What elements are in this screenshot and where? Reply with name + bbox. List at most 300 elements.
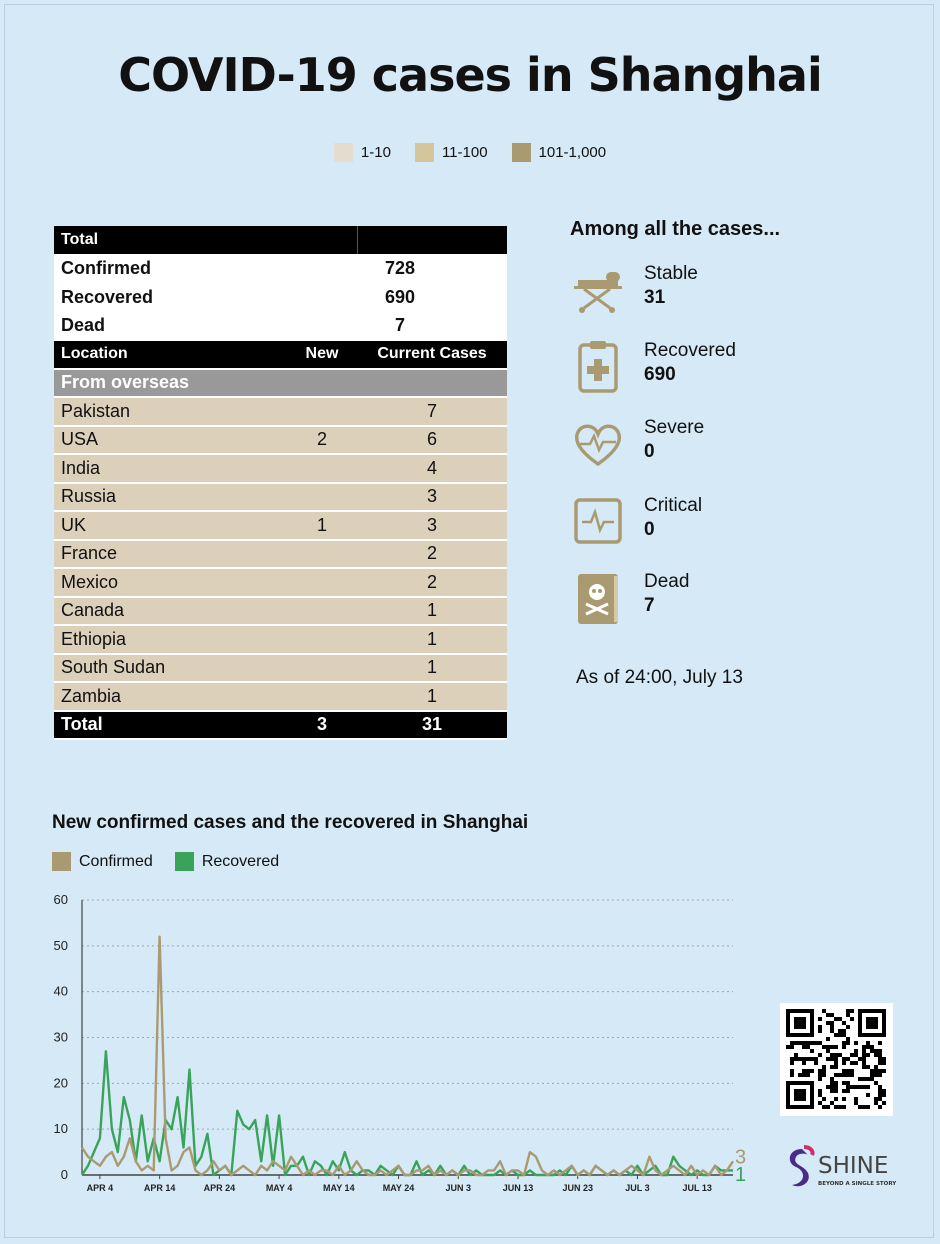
stat-label: Recovered: [644, 340, 736, 361]
location-row: [54, 654, 507, 683]
qr-module: [790, 1073, 794, 1077]
y-tick-label: 50: [53, 937, 68, 953]
shine-logo-tagline: BEYOND A SINGLE STORY: [818, 1181, 897, 1187]
qr-module: [862, 1057, 866, 1061]
location-name: Zambia: [54, 682, 287, 711]
stat-value: 0: [644, 441, 655, 462]
qr-module: [850, 1017, 854, 1021]
dead-label: Dead: [54, 312, 357, 341]
x-tick-label: APR 4: [86, 1183, 114, 1193]
qr-module: [822, 1105, 826, 1109]
qr-module: [850, 1069, 854, 1073]
legend-label-low: 1-10: [360, 144, 391, 161]
qr-module: [850, 1061, 854, 1065]
qr-module: [846, 1073, 850, 1077]
location-row: [54, 625, 507, 654]
totals-header-row: [54, 226, 507, 255]
x-tick-label: MAY 24: [382, 1183, 415, 1193]
qr-module: [838, 1033, 842, 1037]
qr-module: [798, 1073, 802, 1077]
location-new: [287, 654, 357, 683]
legend-swatch-recovered: [175, 852, 194, 871]
qr-module: [878, 1073, 882, 1077]
qr-module: [866, 1041, 870, 1045]
qr-module: [842, 1057, 846, 1061]
qr-module: [802, 1069, 806, 1073]
stat-label: Severe: [644, 417, 705, 438]
qr-module: [842, 1029, 846, 1033]
y-tick-label: 10: [53, 1121, 68, 1137]
location-name: Mexico: [54, 568, 287, 597]
x-tick-label: APR 14: [143, 1183, 176, 1193]
line-chart: [40, 888, 760, 1208]
shine-logo-mark: [790, 1149, 809, 1186]
location-row: [54, 397, 507, 426]
qr-module: [790, 1069, 794, 1073]
location-current: 2: [357, 568, 507, 597]
qr-module: [870, 1077, 874, 1081]
qr-module: [810, 1041, 814, 1045]
qr-module: [806, 1057, 810, 1061]
qr-module: [790, 1045, 794, 1049]
location-new: [287, 454, 357, 483]
dead-value: 7: [357, 312, 507, 341]
location-current: 3: [357, 483, 507, 512]
qr-module: [874, 1081, 878, 1085]
qr-module: [826, 1105, 830, 1109]
qr-module: [818, 1025, 822, 1029]
qr-module: [858, 1077, 862, 1081]
stat-recovered: [572, 339, 736, 395]
qr-module: [858, 1105, 862, 1109]
recovered-label: Recovered: [54, 283, 357, 312]
shine-logo[interactable]: [780, 1143, 900, 1193]
qr-module: [878, 1061, 882, 1065]
qr-module: [826, 1045, 830, 1049]
qr-module: [882, 1069, 886, 1073]
legend-swatch-high: [512, 143, 531, 162]
qr-module: [830, 1021, 834, 1025]
location-current: 4: [357, 454, 507, 483]
heart-pulse-icon: [572, 416, 624, 472]
clipboard-cross-icon: [572, 339, 624, 395]
as-of-date: As of 24:00, July 13: [576, 667, 743, 688]
qr-module: [870, 1045, 874, 1049]
stat-label: Critical: [644, 495, 703, 516]
location-name: France: [54, 540, 287, 569]
x-tick-label: JUN 3: [445, 1183, 472, 1193]
qr-module: [862, 1061, 866, 1065]
qr-module: [866, 1017, 878, 1029]
qr-module: [878, 1053, 882, 1057]
legend-item-high: [512, 143, 607, 162]
qr-module: [838, 1073, 842, 1077]
qr-module: [842, 1097, 846, 1101]
confirmed-row: [54, 255, 507, 284]
overseas-label: From overseas: [54, 369, 507, 398]
location-row: [54, 426, 507, 455]
x-tick-label: JUN 23: [562, 1183, 593, 1193]
legend-item-mid: [415, 143, 488, 162]
y-tick-label: 20: [53, 1075, 68, 1091]
location-name: India: [54, 454, 287, 483]
qr-module: [826, 1021, 830, 1025]
legend-swatch-mid: [415, 143, 434, 162]
qr-module: [818, 1029, 822, 1033]
end-label-confirmed: 3: [735, 1146, 747, 1169]
qr-module: [878, 1057, 882, 1061]
qr-module: [826, 1057, 830, 1061]
qr-module: [802, 1041, 806, 1045]
location-current: 2: [357, 540, 507, 569]
qr-module: [878, 1105, 882, 1109]
legend-label-high: 101-1,000: [538, 144, 607, 161]
location-name: Canada: [54, 597, 287, 626]
location-new: [287, 597, 357, 626]
qr-module: [862, 1085, 866, 1089]
qr-module: [842, 1033, 846, 1037]
qr-module: [846, 1041, 850, 1045]
qr-module: [830, 1089, 834, 1093]
qr-module: [862, 1105, 866, 1109]
qr-module: [874, 1049, 878, 1053]
x-tick-label: MAY 14: [323, 1183, 355, 1193]
x-tick-label: JUL 13: [682, 1183, 712, 1193]
qr-module: [818, 1073, 822, 1077]
x-tick-label: MAY 4: [265, 1183, 293, 1193]
qr-module: [874, 1053, 878, 1057]
qr-module: [830, 1053, 834, 1057]
qr-module: [794, 1017, 806, 1029]
qr-module: [854, 1041, 858, 1045]
qr-module: [846, 1025, 850, 1029]
qr-module: [878, 1049, 882, 1053]
legend-label-confirmed: Confirmed: [79, 852, 153, 870]
x-tick-label: JUN 13: [502, 1183, 534, 1193]
location-header-row: [54, 340, 507, 369]
qr-module: [878, 1069, 882, 1073]
location-new: 1: [287, 511, 357, 540]
monitor-pulse-icon: [572, 494, 624, 550]
legend-swatch-low: [334, 143, 353, 162]
qr-module: [830, 1101, 834, 1105]
location-name: UK: [54, 511, 287, 540]
qr-module: [866, 1045, 870, 1049]
qr-module: [834, 1081, 838, 1085]
confirmed-value: 728: [357, 255, 507, 284]
location-row: [54, 483, 507, 512]
qr-module: [870, 1073, 874, 1077]
x-tick-label: APR 24: [203, 1183, 236, 1193]
qr-module: [846, 1069, 850, 1073]
qr-module: [858, 1085, 862, 1089]
stat-severe: [572, 416, 704, 472]
qr-module: [834, 1017, 838, 1021]
qr-module: [862, 1045, 866, 1049]
table-total-row: [54, 711, 507, 740]
qr-module: [850, 1009, 854, 1013]
qr-module: [822, 1065, 826, 1069]
location-name: South Sudan: [54, 654, 287, 683]
location-current: 1: [357, 625, 507, 654]
new-header: New: [287, 340, 357, 369]
chart-legend: [52, 852, 279, 871]
shine-logo-text: SHINE: [818, 1153, 889, 1179]
qr-module: [834, 1061, 838, 1065]
qr-module: [842, 1041, 846, 1045]
end-label-recovered: 1: [735, 1164, 747, 1186]
qr-module: [882, 1061, 886, 1065]
qr-module: [834, 1105, 838, 1109]
qr-module: [878, 1097, 882, 1101]
location-new: [287, 682, 357, 711]
qr-module: [874, 1097, 878, 1101]
qr-module: [834, 1073, 838, 1077]
table-total-current: 31: [357, 711, 507, 740]
qr-module: [874, 1101, 878, 1105]
qr-module: [818, 1101, 822, 1105]
location-name: Ethiopia: [54, 625, 287, 654]
location-new: [287, 483, 357, 512]
qr-module: [854, 1049, 858, 1053]
qr-module: [878, 1041, 882, 1045]
recovered-row: [54, 283, 507, 312]
location-name: Pakistan: [54, 397, 287, 426]
qr-module: [818, 1093, 822, 1097]
qr-module: [882, 1093, 886, 1097]
stat-label: Stable: [644, 263, 698, 284]
location-name: USA: [54, 426, 287, 455]
qr-module: [870, 1049, 874, 1053]
table-total-new: 3: [287, 711, 357, 740]
qr-module: [842, 1073, 846, 1077]
qr-module: [862, 1049, 866, 1053]
qr-module: [830, 1081, 834, 1085]
qr-module: [842, 1081, 846, 1085]
qr-module: [834, 1053, 838, 1057]
qr-module: [842, 1061, 846, 1065]
qr-module: [798, 1041, 802, 1045]
cases-table: [54, 226, 507, 740]
qr-module: [842, 1045, 846, 1049]
page-title: COVID-19 cases in Shanghai: [118, 48, 822, 102]
qr-module: [826, 1049, 830, 1053]
y-tick-label: 60: [53, 892, 68, 907]
qr-module: [874, 1065, 878, 1069]
qr-module: [802, 1045, 806, 1049]
location-name: Russia: [54, 483, 287, 512]
series-line-recovered: [82, 1051, 733, 1175]
qr-module: [822, 1009, 826, 1013]
legend-label-mid: 11-100: [441, 144, 488, 161]
stat-value: 31: [644, 287, 666, 308]
totals-header: Total: [54, 226, 357, 255]
qr-module: [794, 1057, 798, 1061]
qr-module: [822, 1097, 826, 1101]
qr-module: [806, 1073, 810, 1077]
qr-module: [810, 1069, 814, 1073]
qr-module: [834, 1045, 838, 1049]
side-panel-title: Among all the cases...: [570, 218, 781, 240]
qr-module: [806, 1069, 810, 1073]
qr-module: [854, 1101, 858, 1105]
stat-value: 690: [644, 364, 676, 385]
qr-module: [834, 1033, 838, 1037]
qr-module: [846, 1081, 850, 1085]
location-new: [287, 397, 357, 426]
skull-book-icon: [572, 570, 624, 626]
location-current: 6: [357, 426, 507, 455]
qr-module: [818, 1053, 822, 1057]
location-row: [54, 540, 507, 569]
qr-module: [818, 1069, 822, 1073]
qr-module: [878, 1093, 882, 1097]
qr-module: [790, 1057, 794, 1061]
qr-module: [846, 1009, 850, 1013]
qr-module: [846, 1089, 850, 1093]
qr-module: [830, 1065, 834, 1069]
qr-module: [830, 1085, 834, 1089]
qr-module: [826, 1013, 830, 1017]
qr-module: [882, 1057, 886, 1061]
legend-item-low: [334, 143, 391, 162]
qr-module: [830, 1077, 834, 1081]
legend-item-recovered: [175, 852, 279, 871]
location-row: [54, 511, 507, 540]
location-row: [54, 454, 507, 483]
qr-module: [866, 1105, 870, 1109]
qr-module: [866, 1077, 870, 1081]
qr-module: [822, 1069, 826, 1073]
qr-module: [834, 1097, 838, 1101]
qr-module: [846, 1085, 850, 1089]
location-current: 1: [357, 682, 507, 711]
qr-module: [794, 1041, 798, 1045]
qr-module: [822, 1045, 826, 1049]
qr-module: [850, 1073, 854, 1077]
qr-module: [866, 1053, 870, 1057]
qr-module: [834, 1085, 838, 1089]
qr-module: [794, 1089, 806, 1101]
qr-module: [830, 1025, 834, 1029]
stat-critical: [572, 494, 702, 550]
x-tick-label: JUL 3: [625, 1183, 650, 1193]
qr-module: [862, 1077, 866, 1081]
qr-module: [838, 1017, 842, 1021]
y-tick-label: 40: [53, 983, 68, 999]
qr-module: [794, 1053, 798, 1057]
location-row: [54, 597, 507, 626]
qr-module: [814, 1061, 818, 1065]
qr-module: [818, 1017, 822, 1021]
qr-module: [846, 1013, 850, 1017]
qr-module: [802, 1073, 806, 1077]
legend-label-recovered: Recovered: [201, 852, 280, 870]
qr-module: [874, 1073, 878, 1077]
qr-module: [854, 1061, 858, 1065]
stat-stable: [572, 262, 698, 318]
stretcher-icon: [572, 262, 624, 318]
stat-label: Dead: [644, 571, 690, 592]
qr-module: [854, 1097, 858, 1101]
qr-module: [818, 1041, 822, 1045]
qr-module: [866, 1093, 870, 1097]
qr-code[interactable]: [780, 1003, 893, 1116]
qr-module: [830, 1029, 834, 1033]
qr-module: [846, 1057, 850, 1061]
location-row: [54, 568, 507, 597]
y-tick-label: 0: [60, 1167, 68, 1182]
qr-module: [810, 1057, 814, 1061]
qr-module: [786, 1045, 790, 1049]
qr-module: [826, 1037, 830, 1041]
qr-module: [814, 1057, 818, 1061]
qr-module: [826, 1085, 830, 1089]
recovered-value: 690: [357, 283, 507, 312]
qr-module: [838, 1105, 842, 1109]
qr-module: [866, 1065, 870, 1069]
qr-module: [862, 1053, 866, 1057]
qr-module: [830, 1045, 834, 1049]
qr-module: [806, 1041, 810, 1045]
qr-module: [862, 1065, 866, 1069]
chart-title: New confirmed cases and the recovered in Shanghai: [52, 812, 529, 833]
location-current: 1: [357, 597, 507, 626]
qr-module: [874, 1069, 878, 1073]
qr-module: [842, 1089, 846, 1093]
stat-value: 7: [644, 595, 655, 616]
qr-module: [838, 1029, 842, 1033]
qr-module: [870, 1069, 874, 1073]
qr-module: [854, 1085, 858, 1089]
legend-swatch-confirmed: [52, 852, 71, 871]
qr-module: [802, 1057, 806, 1061]
qr-module: [850, 1053, 854, 1057]
qr-module: [834, 1089, 838, 1093]
qr-module: [834, 1065, 838, 1069]
qr-module: [838, 1053, 842, 1057]
qr-module: [818, 1077, 822, 1081]
qr-module: [830, 1057, 834, 1061]
qr-module: [806, 1045, 810, 1049]
overseas-row: [54, 369, 507, 398]
qr-module: [830, 1013, 834, 1017]
qr-module: [822, 1073, 826, 1077]
qr-module: [834, 1057, 838, 1061]
qr-module: [842, 1021, 846, 1025]
location-current: 1: [357, 654, 507, 683]
location-new: [287, 625, 357, 654]
series-line-confirmed: [82, 937, 733, 1175]
y-tick-label: 30: [53, 1029, 68, 1045]
qr-module: [790, 1041, 794, 1045]
location-header: Location: [54, 340, 287, 369]
stat-dead: [572, 570, 689, 626]
legend-item-confirmed: [52, 852, 153, 871]
qr-module: [810, 1049, 814, 1053]
qr-module: [878, 1089, 882, 1093]
location-row: [54, 682, 507, 711]
location-current: 7: [357, 397, 507, 426]
qr-module: [790, 1061, 794, 1065]
confirmed-label: Confirmed: [54, 255, 357, 284]
qr-module: [858, 1057, 862, 1061]
qr-module: [866, 1085, 870, 1089]
qr-module: [850, 1085, 854, 1089]
qr-module: [802, 1061, 806, 1065]
qr-module: [814, 1041, 818, 1045]
qr-module: [846, 1037, 850, 1041]
